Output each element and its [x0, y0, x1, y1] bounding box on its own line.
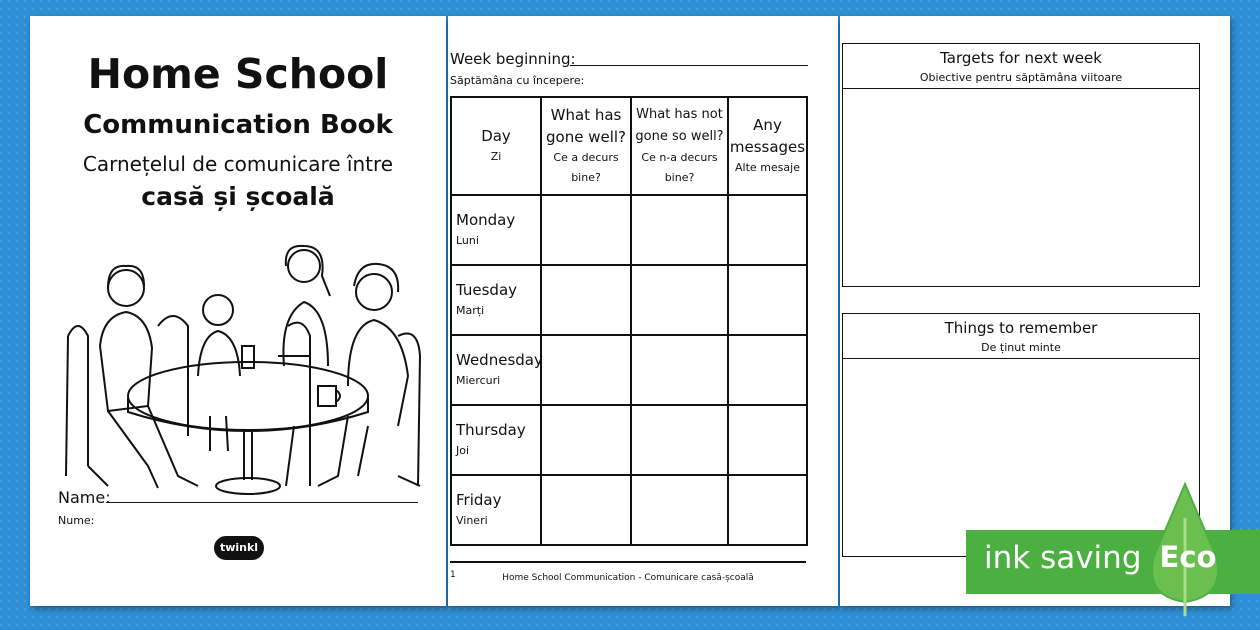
page-footer: Home School Communication - Comunicare casă-școală	[502, 573, 754, 583]
table-row	[451, 265, 807, 335]
cover-title-ro-line1: Carnețelul de comunicare între	[82, 152, 394, 176]
day-cell: Friday Vineri	[451, 475, 541, 545]
entry-cell[interactable]	[728, 195, 807, 265]
weekly-table	[450, 96, 808, 546]
table-row	[451, 195, 807, 265]
cover-title: Home School	[87, 50, 389, 98]
remember-title-ro: De ținut minte	[981, 341, 1061, 354]
table-row	[451, 405, 807, 475]
entry-cell[interactable]	[631, 335, 728, 405]
header-gone-well: What has gone well? Ce a decurs bine?	[541, 97, 631, 195]
entry-cell[interactable]	[541, 405, 631, 475]
entry-cell[interactable]	[728, 335, 807, 405]
day-cell: Thursday Joi	[451, 405, 541, 475]
family-at-table-illustration	[48, 236, 428, 502]
remember-title: Things to remember	[944, 319, 1098, 337]
entry-cell[interactable]	[541, 475, 631, 545]
entry-cell[interactable]	[728, 265, 807, 335]
day-cell: Monday Luni	[451, 195, 541, 265]
name-label-ro: Nume:	[58, 514, 95, 527]
entry-cell[interactable]	[631, 195, 728, 265]
cover-page	[30, 16, 446, 606]
entry-cell[interactable]	[631, 405, 728, 475]
table-row	[451, 335, 807, 405]
twinkl-logo: twinkl	[214, 536, 264, 560]
eco-label: Eco	[1159, 540, 1217, 574]
page-number: 1	[450, 570, 456, 580]
targets-box-header	[843, 44, 1199, 89]
cover-subtitle: Communication Book	[83, 110, 393, 140]
entry-cell[interactable]	[728, 475, 807, 545]
entry-cell[interactable]	[631, 265, 728, 335]
entry-cell[interactable]	[631, 475, 728, 545]
name-label: Name:	[58, 488, 111, 507]
header-not-gone-well: What has not gone so well? Ce n-a decurs bine?	[631, 97, 728, 195]
week-beginning-input-line[interactable]	[570, 65, 808, 66]
header-day: Day Zi	[451, 97, 541, 195]
entry-cell[interactable]	[541, 335, 631, 405]
entry-cell[interactable]	[541, 195, 631, 265]
day-cell: Wednesday Miercuri	[451, 335, 541, 405]
header-messages: Any messages Alte mesaje	[728, 97, 807, 195]
week-beginning-label: Week beginning:	[450, 50, 576, 68]
remember-box-header	[843, 314, 1199, 359]
ink-saving-text: ink saving	[984, 540, 1142, 576]
weekly-chart-page	[448, 16, 838, 606]
day-cell: Tuesday Marți	[451, 265, 541, 335]
table-row	[451, 475, 807, 545]
table-header-row	[451, 97, 807, 195]
footer-divider	[450, 561, 806, 563]
entry-cell[interactable]	[728, 405, 807, 475]
entry-cell[interactable]	[541, 265, 631, 335]
targets-title: Targets for next week	[940, 49, 1102, 67]
cover-title-ro-line2: casă și școală	[141, 182, 335, 211]
name-input-line[interactable]	[106, 502, 418, 503]
week-beginning-label-ro: Săptămâna cu începere:	[450, 74, 585, 87]
targets-box[interactable]	[842, 43, 1200, 287]
targets-title-ro: Obiective pentru săptămâna viitoare	[919, 71, 1123, 84]
